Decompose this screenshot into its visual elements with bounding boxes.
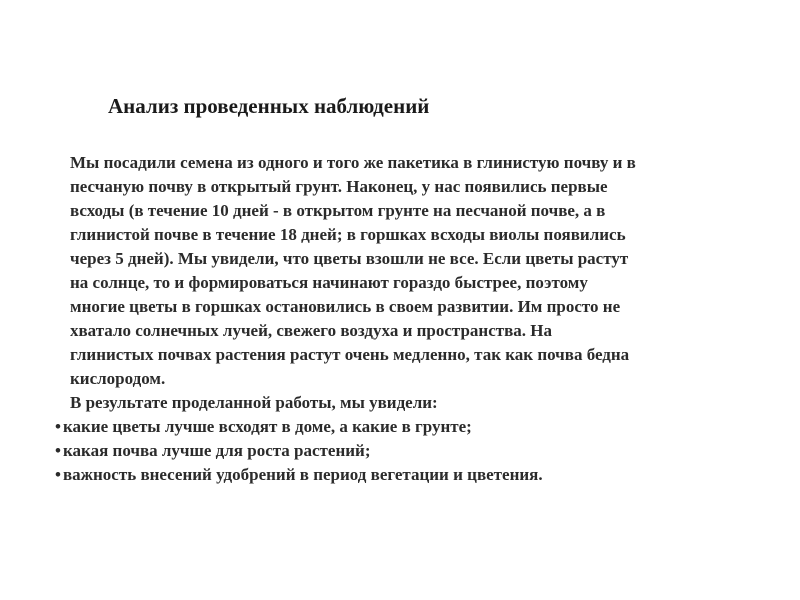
paragraph-line: Мы посадили семена из одного и того же пакетика в глинистую почву и в xyxy=(70,153,636,172)
list-item xyxy=(55,415,543,439)
bullet-icon: • xyxy=(55,441,61,460)
paragraph-line: на солнце, то и формироваться начинают гораздо быстрее, поэтому xyxy=(70,273,588,292)
conclusions-list xyxy=(55,415,543,487)
list-item-text: какие цветы лучше всходят в доме, а какие в грунте; xyxy=(63,417,472,436)
bullet-icon: • xyxy=(55,465,61,484)
paragraph-line: хватало солнечных лучей, свежего воздуха и пространства. На xyxy=(70,321,553,340)
paragraph-line: многие цветы в горшках остановились в своем развитии. Им просто не xyxy=(70,297,621,316)
list-item xyxy=(55,463,543,487)
list-item xyxy=(55,439,543,463)
bullet-icon: • xyxy=(55,417,61,436)
paragraph-line: глинистой почве в течение 18 дней; в горшках всходы виолы появились xyxy=(70,225,626,244)
paragraph-line: кислородом. xyxy=(70,369,166,388)
slide-body-text xyxy=(70,151,770,415)
paragraph-line: всходы (в течение 10 дней - в открытом грунте на песчаной почве, а в xyxy=(70,201,606,220)
conclusion-intro: В результате проделанной работы, мы увидели: xyxy=(70,393,438,412)
list-item-text: важность внесений удобрений в период вегетации и цветения. xyxy=(63,465,543,484)
list-item-text: какая почва лучше для роста растений; xyxy=(63,441,371,460)
paragraph-line: песчаную почву в открытый грунт. Наконец, у нас появились первые xyxy=(70,177,608,196)
paragraph-line: через 5 дней). Мы увидели, что цветы взошли не все. Если цветы растут xyxy=(70,249,629,268)
slide-title: Анализ проведенных наблюдений xyxy=(108,94,430,118)
paragraph-line: глинистых почвах растения растут очень медленно, так как почва бедна xyxy=(70,345,630,364)
